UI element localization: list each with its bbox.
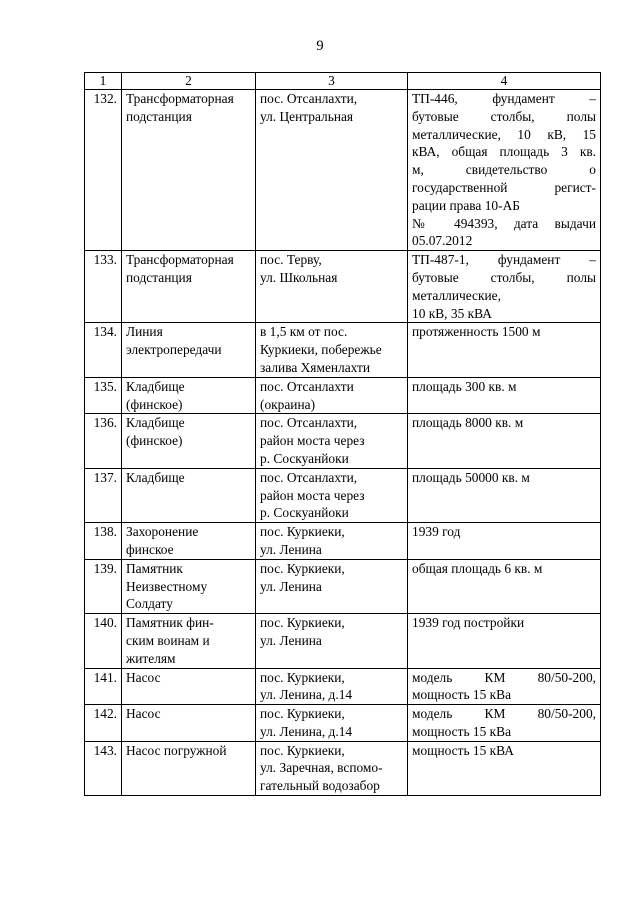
object-description-line: бутовые столбы, полы [412,269,596,285]
object-location-line: ул. Ленина [260,541,322,557]
object-location-line: пос. Куркиеки, [260,706,345,722]
object-description [408,323,601,377]
object-description-line: металлические, [412,287,501,303]
property-registry-table [84,72,601,796]
object-location-line: гательный водозабор [260,778,380,794]
object-location [256,377,408,414]
object-description [408,559,601,613]
object-name [122,251,256,323]
object-location [256,251,408,323]
object-location-line: пос. Отсанлахти [260,378,354,394]
table-row [85,523,601,560]
row-number: 143. [85,741,122,795]
object-description-line: металлические, 10 кВ, 15 [412,126,596,142]
object-name [122,668,256,705]
table-header-row [85,73,601,90]
object-description-line: м, свидетельство о [412,162,596,178]
table-row [85,468,601,522]
object-name-line: (финское) [126,433,183,449]
object-description-line: площадь 8000 кв. м [412,415,524,431]
table-row [85,377,601,414]
object-name [122,377,256,414]
object-description-line: площадь 300 кв. м [412,378,517,394]
object-description [408,468,601,522]
object-location-line: р. Соскуанйоки [260,505,349,521]
row-number: 137. [85,468,122,522]
object-location [256,741,408,795]
object-description-line: протяженность 1500 м [412,324,541,340]
object-location-line: пос. Куркиеки, [260,560,345,576]
object-location [256,468,408,522]
object-location-line: в 1,5 км от пос. [260,324,348,340]
object-name-line: Трансформаторная [126,91,234,106]
object-location [256,414,408,468]
object-name-line: Кладбище [126,378,185,394]
object-location-line: пос. Куркиеки, [260,615,345,631]
object-name-line: Солдату [126,596,173,612]
object-location-line: пос. Отсанлахти, [260,91,358,106]
object-location [256,323,408,377]
object-description-line: 10 кВ, 35 кВА [412,305,492,321]
object-name-line: подстанция [126,269,192,285]
object-name-line: Памятник фин- [126,615,214,631]
object-description [408,614,601,668]
object-location-line: пос. Терву, [260,252,322,268]
object-location-line: р. Соскуанйоки [260,450,349,466]
object-location-line: ул. Заречная, вспомо- [260,760,383,776]
object-name-line: Кладбище [126,469,185,485]
object-location-line: (окраина) [260,396,316,412]
object-name [122,741,256,795]
table-row [85,90,601,251]
object-description [408,90,601,251]
object-location [256,90,408,251]
object-name-line: Памятник [126,560,183,576]
object-location-line: пос. Отсанлахти, [260,469,358,485]
row-number: 139. [85,559,122,613]
column-header-3: 3 [256,73,408,90]
table-row [85,705,601,742]
table-row [85,668,601,705]
object-description-line: модель КМ 80/50-200, [412,706,596,722]
object-location [256,559,408,613]
object-description-line: кВА, общая площадь 3 кв. [412,144,596,160]
object-name [122,468,256,522]
object-description [408,377,601,414]
object-name-line: ским воинам и [126,632,210,648]
object-name [122,414,256,468]
object-name [122,90,256,251]
table-row [85,414,601,468]
object-location-line: район моста через [260,433,365,449]
table-row [85,741,601,795]
object-name-line: Неизвестному [126,578,208,594]
object-location [256,668,408,705]
object-name-line: Трансформаторная [126,252,234,268]
object-name-line: электропередачи [126,342,222,358]
object-location-line: ул. Ленина, д.14 [260,723,353,739]
object-location-line: ул. Центральная [260,108,354,124]
object-description [408,668,601,705]
object-name [122,614,256,668]
row-number: 142. [85,705,122,742]
object-description-line: 1939 год постройки [412,615,525,631]
row-number: 134. [85,323,122,377]
row-number: 133. [85,251,122,323]
object-location [256,523,408,560]
page-number: 9 [316,38,324,54]
object-name-line: подстанция [126,108,192,124]
object-description-line: мощность 15 кВа [412,723,512,739]
object-description-line: ТП-446, фундамент – [412,91,596,106]
object-name-line: Насос [126,706,161,722]
row-number: 136. [85,414,122,468]
object-location-line: ул. Ленина [260,632,322,648]
object-description [408,523,601,560]
column-header-1: 1 [85,73,122,90]
object-description-line: модель КМ 80/50-200, [412,669,596,685]
object-name [122,705,256,742]
object-location-line: ул. Школьная [260,269,338,285]
table-row [85,251,601,323]
object-location-line: пос. Куркиеки, [260,524,345,540]
object-description-line: рации права 10-АБ [412,197,520,213]
object-name [122,323,256,377]
object-name-line: (финское) [126,396,183,412]
row-number: 140. [85,614,122,668]
object-description-line: 05.07.2012 [412,233,473,249]
object-name-line: Насос погружной [126,742,227,758]
object-location-line: пос. Отсанлахти, [260,415,358,431]
object-name-line: финское [126,541,174,557]
object-description-line: бутовые столбы, полы [412,108,596,124]
object-name-line: Линия [126,324,163,340]
row-number: 132. [85,90,122,251]
object-location-line: Куркиеки, побережье [260,342,382,358]
column-header-4: 4 [408,73,601,90]
row-number: 135. [85,377,122,414]
row-number: 138. [85,523,122,560]
object-name-line: Захоронение [126,524,199,540]
object-description [408,414,601,468]
object-name [122,559,256,613]
object-location-line: район моста через [260,487,365,503]
object-description-line: площадь 50000 кв. м [412,469,530,485]
object-description-line: мощность 15 кВа [412,687,512,703]
table-row [85,614,601,668]
object-description [408,251,601,323]
object-name [122,523,256,560]
object-description [408,741,601,795]
object-name-line: Кладбище [126,415,185,431]
object-name-line: жителям [126,650,176,666]
table-row [85,323,601,377]
object-description-line: № 494393, дата выдачи [412,215,596,231]
object-description-line: ТП-487-1, фундамент – [412,252,596,268]
object-location-line: ул. Ленина, д.14 [260,687,353,703]
object-description-line: государственной регист- [412,179,596,195]
object-location-line: залива Хяменлахти [260,359,371,375]
table-row [85,559,601,613]
object-location [256,614,408,668]
row-number: 141. [85,668,122,705]
object-description-line: мощность 15 кВА [412,742,514,758]
object-location-line: ул. Ленина [260,578,322,594]
object-description-line: общая площадь 6 кв. м [412,560,543,576]
column-header-2: 2 [122,73,256,90]
object-location-line: пос. Куркиеки, [260,669,345,685]
object-description-line: 1939 год [412,524,461,540]
object-location-line: пос. Куркиеки, [260,742,345,758]
object-location [256,705,408,742]
object-description [408,705,601,742]
object-name-line: Насос [126,669,161,685]
table-body [85,90,601,796]
